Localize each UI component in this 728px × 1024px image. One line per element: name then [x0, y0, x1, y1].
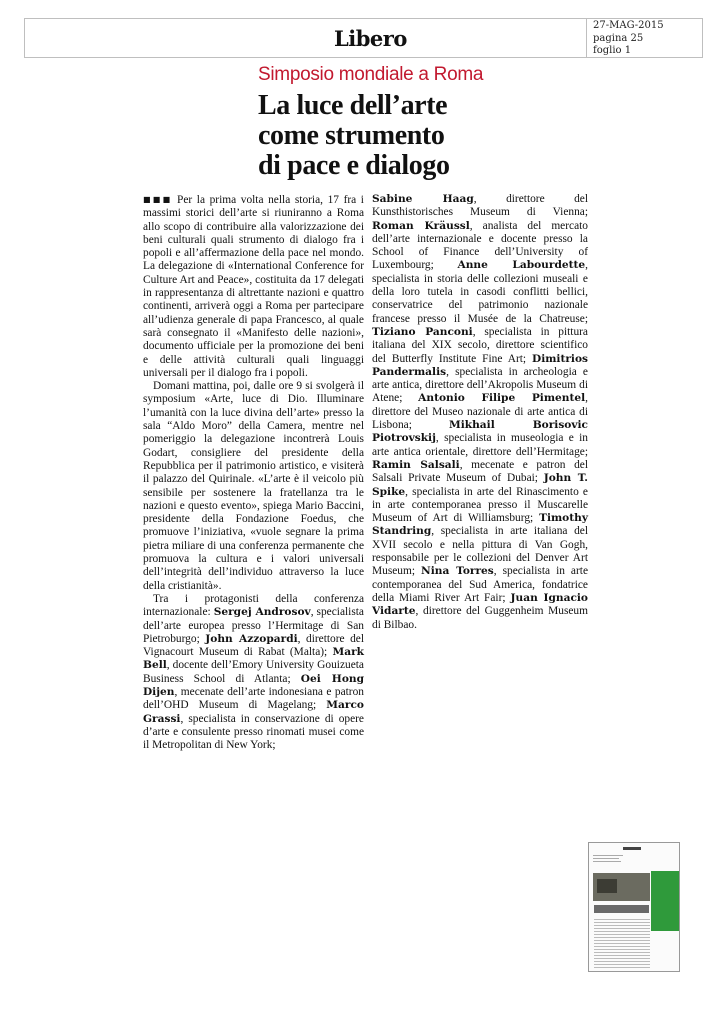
thumbnail-text	[594, 919, 650, 969]
page-label: pagina 25	[593, 32, 644, 44]
thumbnail-line	[593, 858, 619, 859]
newspaper-logo: Libero	[334, 26, 407, 51]
person-name: Sergej Androsov	[213, 606, 311, 619]
thumbnail-logo	[623, 847, 641, 850]
page-meta	[593, 20, 664, 58]
headline-line: come strumento	[258, 120, 445, 151]
person-name: John T. Spike	[372, 472, 588, 498]
paragraph: Domani mattina, poi, dalle ore 9 si svolgerà il symposium «Arte, luce di Dio. Illuminare l’umanità con la luce divina dell’arte» presso la sala “Aldo Moro” della Camera, mentre nel pomeriggio la delegazione incontrerà Louis Godart, consigliere del presidente della Repubblica per il patrimonio artistico, e visiterà il palazzo del Quirinale. «L’arte è il veicolo più sensibile per sostenere la fratellanza tra le nazioni e questo evento», spiega Mario Baccini, presidente della Fondazione Foedus, che promuove l’iniziativa, «vuole segnare la prima pietra miliare di una conferenza permanente che promuova la cultura e i valori universali dell’integrità dell’individuo attraverso la luce della cristianità».	[143, 380, 364, 592]
article-kicker: Simposio mondiale a Roma	[258, 64, 484, 85]
sheet-label: foglio 1	[593, 45, 632, 56]
person-name: Mark Bell	[143, 646, 364, 672]
page-thumbnail	[588, 842, 680, 972]
article-headline	[258, 91, 558, 181]
paragraph: Tra i protagonisti della conferenza internazionale: Sergej Androsov, specialista dell’arte europea presso l’Hermitage di San Pietroburgo; John Azzopardi, direttore del Vignacourt Museum di Rabat (Malta); Mark Bell, docente dell’Emory University Gouizueta Business School di Atlanta; Oei Hong Dijen, mecenate dell’arte indonesiana e patron dell’OHD Museum di Magelang; Marco Grassi, specialista in conservazione di opere d’arte e consulente presso rinomati musei come il Metropolitan di New York;	[143, 592, 364, 752]
lead-marker: ■■■	[143, 195, 173, 204]
person-name: Dimitrios Pandermalis	[372, 352, 588, 378]
article-column-1	[143, 193, 364, 752]
person-name: Timothy Standring	[372, 512, 588, 538]
person-name: Nina Torres	[421, 565, 494, 578]
thumbnail-photo-detail	[597, 879, 617, 893]
person-name: Sabine Haag	[372, 193, 474, 205]
thumbnail-title	[594, 905, 649, 913]
thumbnail-line	[593, 855, 623, 856]
person-name: Oei Hong Dijen	[143, 672, 364, 698]
headline-line: La luce dell’arte	[258, 90, 448, 121]
person-name: Anne Labourdette	[457, 259, 586, 272]
paragraph: Sabine Haag, direttore del Kunsthistorisches Museum di Vienna; Roman Kräussl, analista del mercato dell’arte internazionale e docente presso la School of Finance dell’University of Luxembourg; Anne Labourdette, specialista in storia delle collezioni museali e della loro tutela in casodi conflitti bellici, conservatrice del patrimonio nazionale francese presso il Musée de la Chatreuse; Tiziano Panconi, specialista in pittura italiana del XIX secolo, direttore scientifico del Butterfly Institute Fine Art; Dimitrios Pandermalis, specialista in archeologia e arte antica, direttore dell’Akropolis Museum di Atene; Antonio Filipe Pimentel, direttore del Museo nazionale di arte antica di Lisbona; Mikhail Borisovic Piotrovskij, specialista in museologia e in arte antica orientale, direttore dell’Hermitage; Ramin Salsali, mecenate e patron del Salsali Private Museum of Dubai; John T. Spike, specialista in arte del Rinascimento e in arte contemporanea presso il Muscarelle Museum of Art di Williamsburg; Timothy Standring, specialista in arte italiana del XVII secolo e nella pittura di Van Gogh, responsabile per le collezioni del Denver Art Museum; Nina Torres, specialista in arte contemporanea del Sud America, fondatrice della Miami River Art Fair; Juan Ignacio Vidarte, direttore del Guggenheim Museum di Bilbao.	[372, 193, 588, 631]
person-name: Antonio Filipe Pimentel	[418, 392, 586, 405]
paragraph: ■■■ Per la prima volta nella storia, 17 fra i massimi storici dell’arte si riuniranno a Roma allo scopo di contribuire alla valorizzazione dei beni culturali quali strumento di dialogo fra i popoli e all’affermazione della pace nel mondo. La delegazione di «International Conference for Culture Art and Peace», costituita da 17 delegati in rappresentanza di altrettante nazioni e quattro continenti, arriverà oggi a Roma per partecipare all’udienza generale di papa Francesco, al quale sarà consegnato il «Manifesto delle nazioni», documento ufficiale per la promozione dei beni e delle attività culturali quali linguaggi universali per il dialogo fra i popoli.	[143, 194, 364, 379]
person-name: Ramin Salsali	[372, 458, 460, 471]
article-column-2	[372, 193, 588, 632]
date-label: 27-MAG-2015	[593, 20, 664, 31]
thumbnail-green-box	[651, 871, 679, 931]
person-name: Mikhail Borisovic Piotrovskij	[372, 419, 588, 445]
headline-line: di pace e dialogo	[258, 150, 450, 181]
person-name: Juan Ignacio Vidarte	[372, 591, 588, 618]
person-name: Roman Kräussl	[372, 219, 470, 232]
person-name: Tiziano Panconi	[372, 325, 473, 338]
person-name: John Azzopardi	[205, 632, 298, 645]
person-name: Marco Grassi	[143, 699, 364, 725]
thumbnail-line	[593, 861, 621, 862]
header-divider	[586, 18, 587, 58]
